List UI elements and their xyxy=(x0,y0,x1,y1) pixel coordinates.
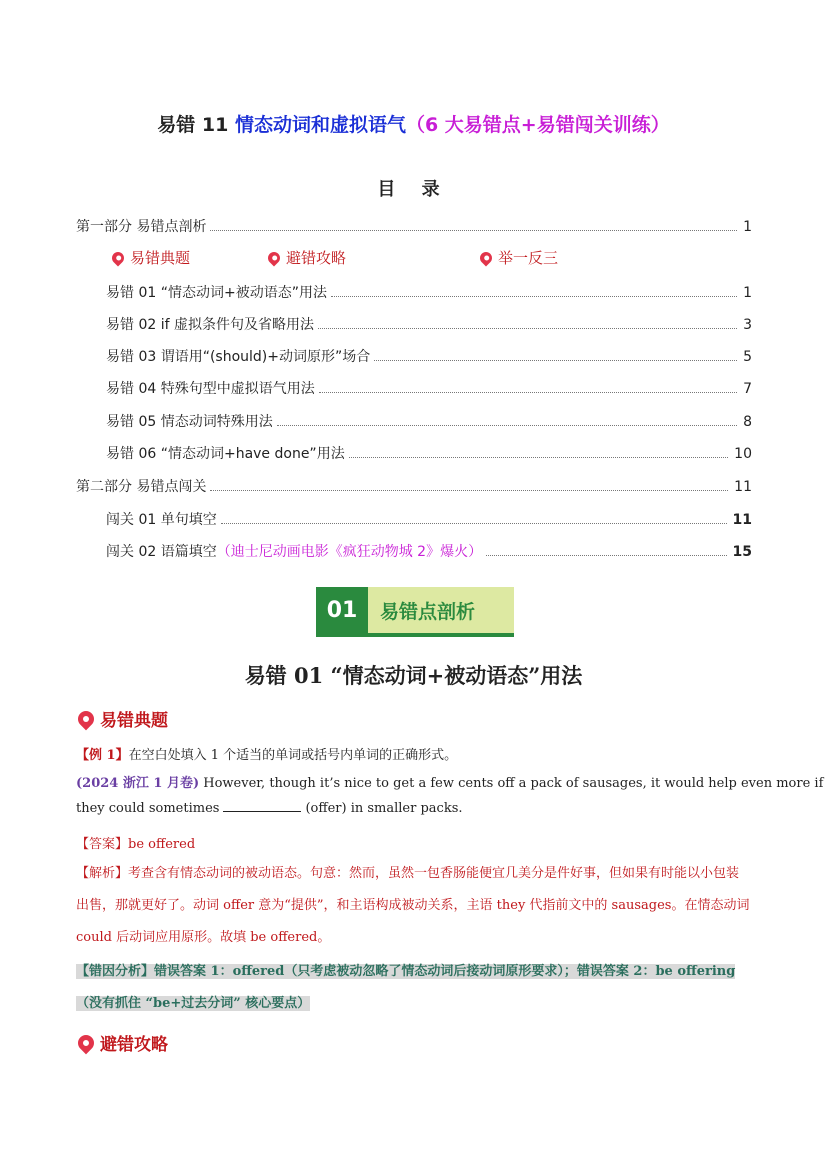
subhead-strategy xyxy=(78,1030,168,1055)
toc-part2[interactable] xyxy=(76,476,752,496)
toc-level-extra: （迪士尼动画电影《疯狂动物城 2》爆火） xyxy=(216,544,483,560)
location-pin-icon xyxy=(110,249,127,266)
error-analysis-text: 【错因分析】错误答案 1：offered（只考虑被动忽略了情态动词后接动词原形要求）；错误答案 2：be offering（没有抓住 “be+过去分词” 核心要点） xyxy=(76,964,736,1011)
toc-level-page: 15 xyxy=(732,544,752,560)
subhead-label: 易错典题 xyxy=(100,711,168,731)
document-title xyxy=(0,110,827,137)
toc-leader xyxy=(221,523,727,524)
toc-item-page: 5 xyxy=(743,349,752,365)
example-sentence-line2 xyxy=(76,801,463,816)
toc-item-label: 易错 05 情态动词特殊用法 xyxy=(106,414,273,430)
location-pin-icon xyxy=(266,249,283,266)
subhead-label: 避错攻略 xyxy=(100,1035,168,1055)
title-prefix: 易错 11 xyxy=(157,114,235,136)
toc-leader xyxy=(331,296,737,297)
toc-item-page: 8 xyxy=(743,414,752,430)
toc-item[interactable] xyxy=(106,346,752,366)
toc-leader xyxy=(277,425,737,426)
toc-item[interactable] xyxy=(106,282,752,302)
toc-level[interactable] xyxy=(106,509,752,529)
toc-level[interactable] xyxy=(106,541,752,561)
location-pin-icon xyxy=(478,249,495,266)
toc-item[interactable] xyxy=(106,314,752,334)
toc-level-label: 闯关 01 单句填空 xyxy=(106,512,217,528)
toc-legend-strategy xyxy=(268,247,346,268)
example-sentence-line1 xyxy=(76,772,823,791)
toc-heading: 目 录 xyxy=(377,179,450,200)
analysis-paragraph xyxy=(76,858,752,954)
instruction-text: 在空白处填入 1 个适当的单词或括号内单词的正确形式。 xyxy=(128,748,458,763)
location-pin-icon xyxy=(75,707,98,730)
analysis-text: 考查含有情态动词的被动语态。句意：然而，虽然一包香肠能便宜几美分是件好事，但如果有时能以小包装出售，那就更好了。动词 offer 意为“提供”，和主语构成被动关系，主语 they 代指前文中的 sausages。在情态动词 could 后动词应用原形。故填 be offered。 xyxy=(76,866,750,945)
answer-label: 【答案】 xyxy=(76,837,129,852)
example-label: 【例 1】 xyxy=(76,748,129,763)
toc-part1[interactable] xyxy=(76,216,752,236)
sentence-text: However, though it’s nice to get a few cents off a pack of sausages, it would help even more if xyxy=(199,776,824,791)
toc-item[interactable] xyxy=(106,378,752,398)
toc-leader xyxy=(210,230,737,231)
toc-item-page: 1 xyxy=(743,285,752,301)
subhead-typical xyxy=(78,706,168,731)
error-analysis xyxy=(76,956,752,1020)
legend-label: 易错典题 xyxy=(130,249,191,267)
title-topic: 情态动词和虚拟语气 xyxy=(234,114,406,136)
answer-text: be offered xyxy=(128,837,196,852)
section-title: 易错 01 “情态动词+被动语态”用法 xyxy=(244,663,583,688)
badge-number: 01 xyxy=(316,587,368,633)
toc-leader xyxy=(318,328,737,329)
toc-leader xyxy=(349,457,728,458)
answer-blank[interactable] xyxy=(223,811,301,812)
toc-leader xyxy=(319,392,737,393)
toc-item-label: 易错 01 “情态动词+被动语态”用法 xyxy=(106,285,327,301)
answer-line xyxy=(76,833,195,852)
toc-level-page: 11 xyxy=(732,512,752,528)
toc-part1-page: 1 xyxy=(743,219,752,235)
example-instruction xyxy=(76,744,457,763)
toc-item-page: 7 xyxy=(743,381,752,397)
toc-item-page: 3 xyxy=(743,317,752,333)
sentence-text: they could sometimes xyxy=(76,801,220,816)
toc-legend-practice xyxy=(480,247,558,268)
analysis-label: 【解析】 xyxy=(76,866,129,881)
toc-level-label: 闯关 02 语篇填空 xyxy=(106,544,217,560)
toc-item[interactable] xyxy=(106,443,752,463)
toc-leader xyxy=(210,490,728,491)
example-source: (2024 浙江 1 月卷) xyxy=(76,776,200,791)
toc-item-label: 易错 03 谓语用“(should)+动词原形”场合 xyxy=(106,349,371,365)
toc-part1-label: 第一部分 易错点剖析 xyxy=(76,219,207,235)
toc-part2-page: 11 xyxy=(734,479,752,495)
section-badge xyxy=(316,587,514,637)
toc-item[interactable] xyxy=(106,411,752,431)
toc-leader xyxy=(374,360,737,361)
toc-legend-typical xyxy=(112,247,190,268)
title-suffix: （6 大易错点+易错闯关训练） xyxy=(405,114,670,136)
toc-item-label: 易错 02 if 虚拟条件句及省略用法 xyxy=(106,317,314,333)
toc-part2-label: 第二部分 易错点闯关 xyxy=(76,479,207,495)
badge-text: 易错点剖析 xyxy=(380,600,476,623)
toc-item-label: 易错 06 “情态动词+have done”用法 xyxy=(106,446,345,462)
legend-label: 举一反三 xyxy=(498,249,559,267)
location-pin-icon xyxy=(75,1031,98,1054)
sentence-text: (offer) in smaller packs. xyxy=(305,801,463,816)
toc-leader xyxy=(486,555,726,556)
legend-label: 避错攻略 xyxy=(286,249,347,267)
toc-item-label: 易错 04 特殊句型中虚拟语气用法 xyxy=(106,381,315,397)
toc-item-page: 10 xyxy=(734,446,752,462)
